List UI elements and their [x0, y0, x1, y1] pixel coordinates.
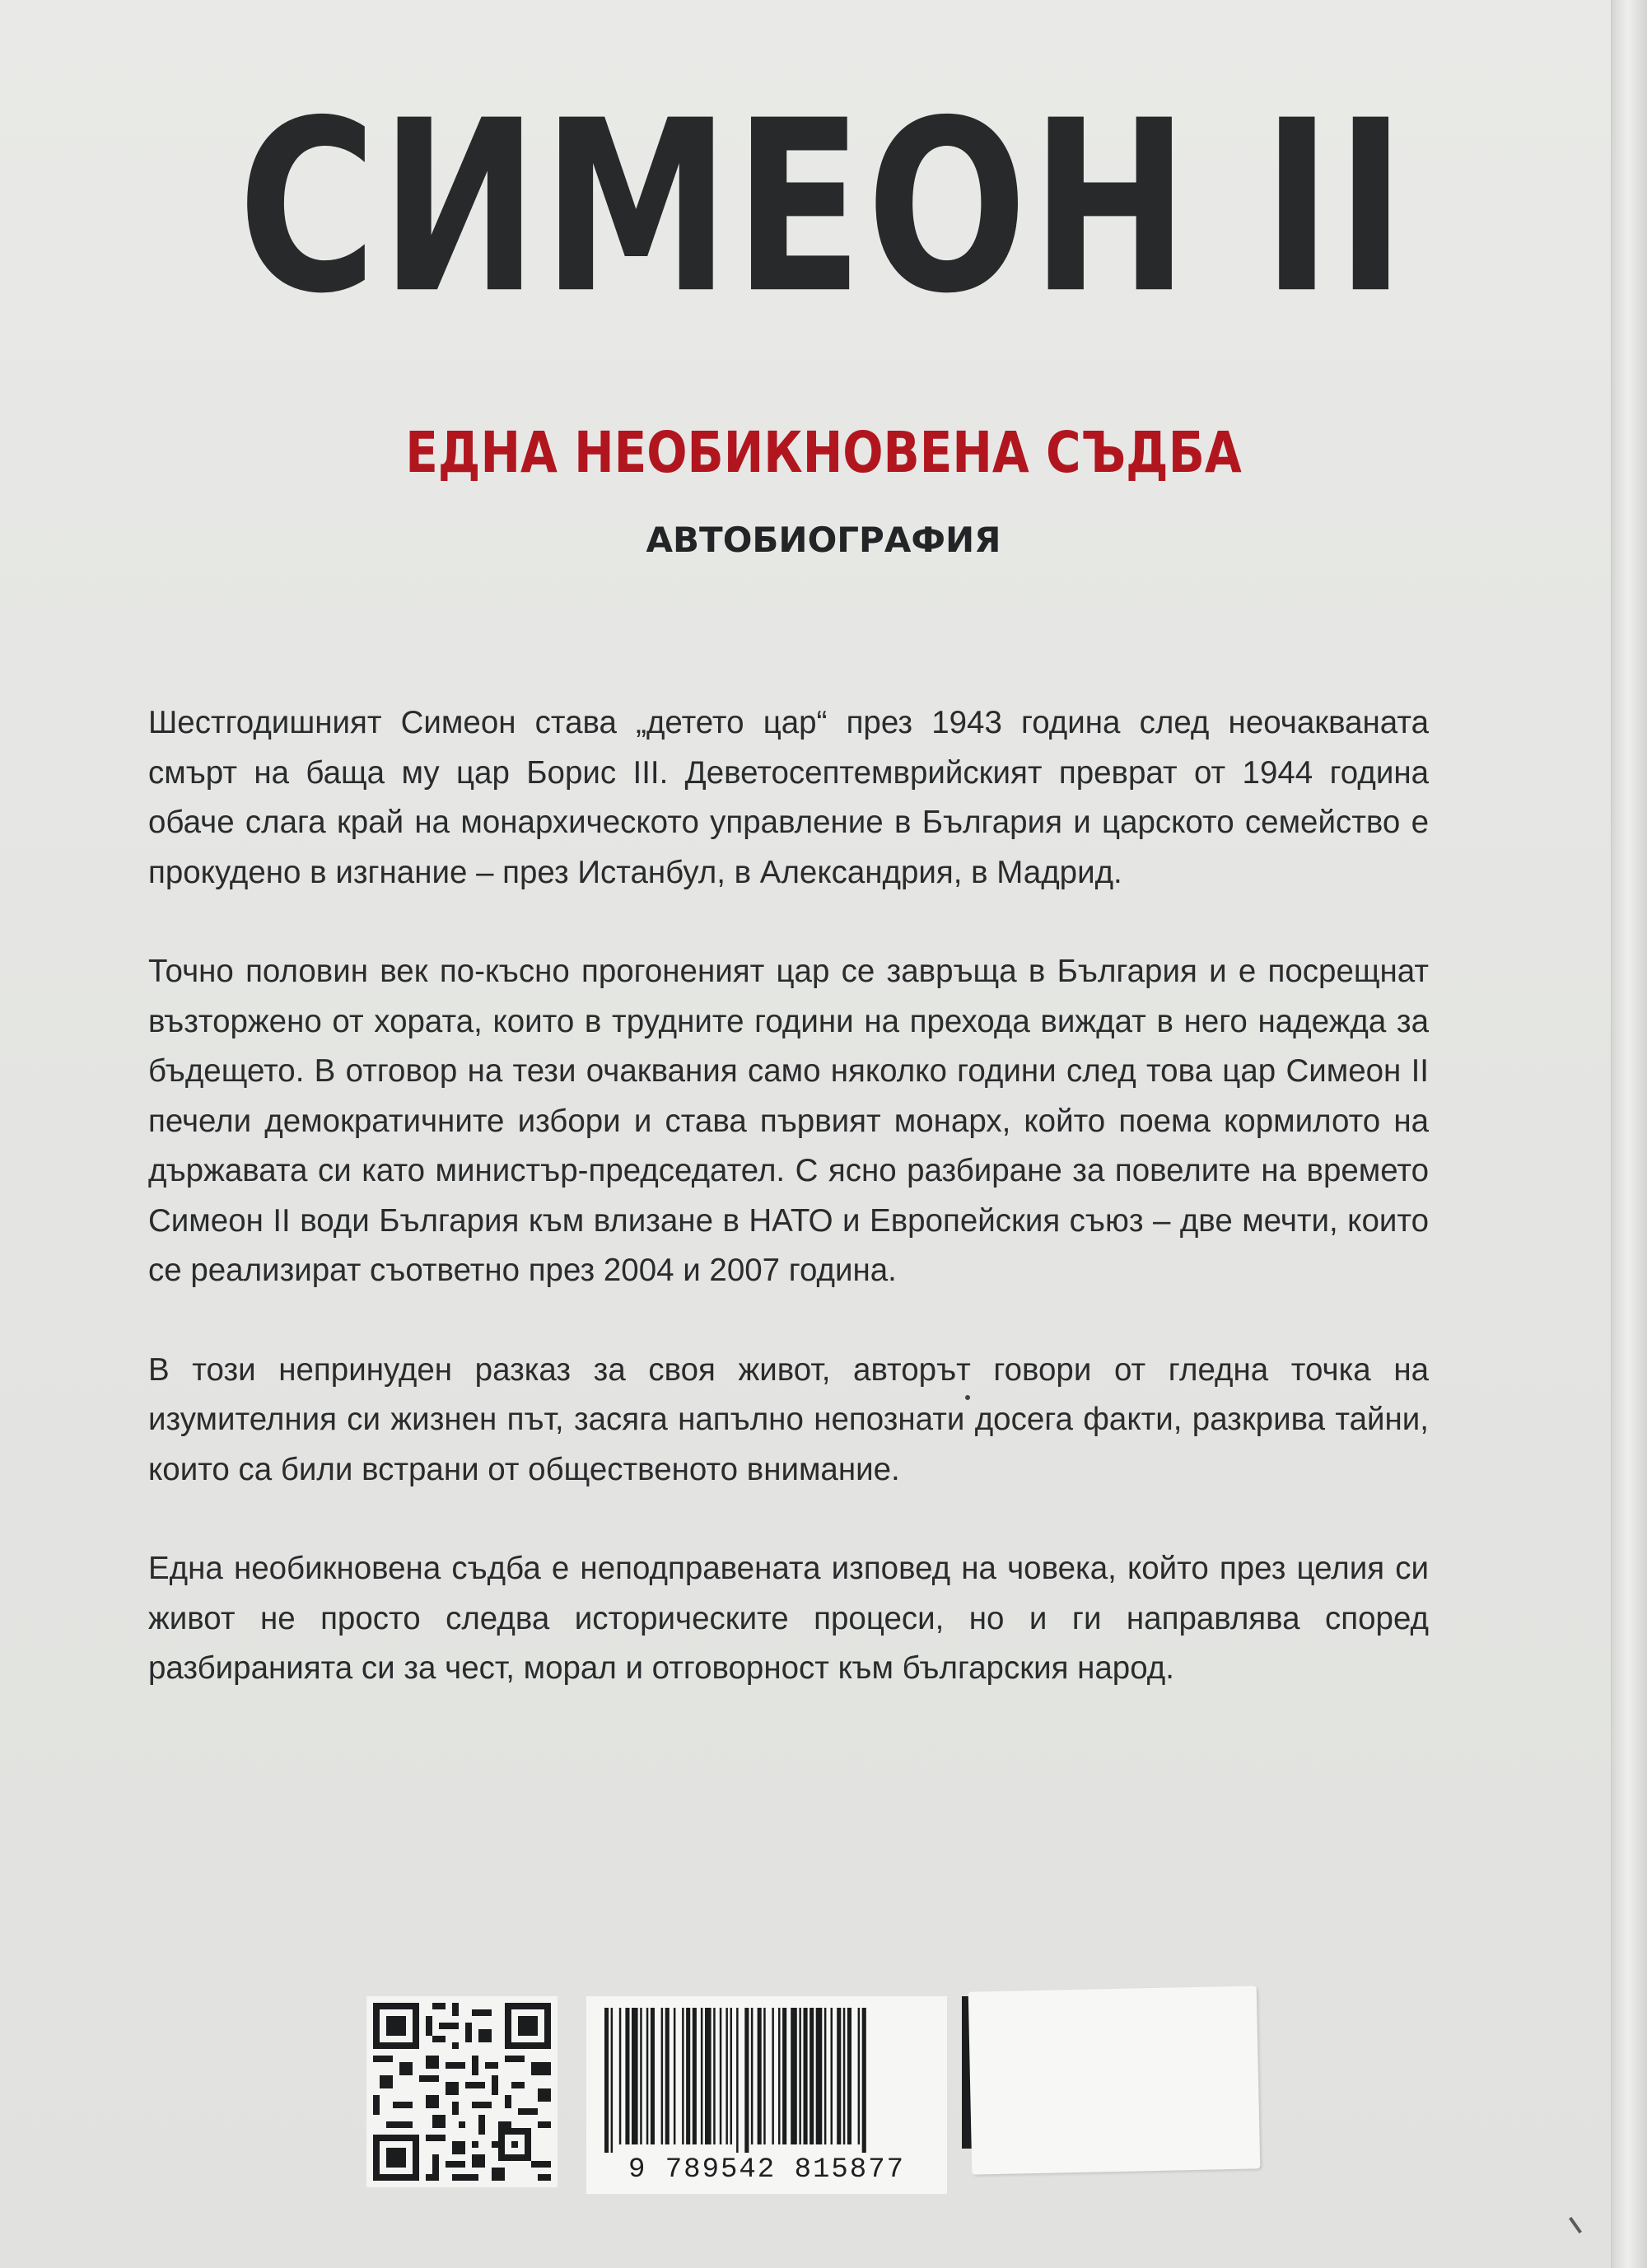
book-genre: АВТОБИОГРАФИЯ: [646, 520, 1001, 560]
isbn-digits: 9 789542 815877: [628, 2154, 906, 2186]
blurb-text: [148, 698, 1429, 1743]
qr-code-icon: [366, 1996, 558, 2187]
blurb-paragraph-3: В този непринуден разказ за своя живот, авторът говори от гледна точка на изумителния си жизнен път, засяга напълно непознати досега факти, разкрива тайни, които са били встрани от общественото внимание.: [148, 1351, 1429, 1487]
cover-edge: [1611, 0, 1647, 2268]
blurb-paragraph-4: Една необикновена съдба е неподправената изповед на човека, който през целия си живот не просто следва историческите процеси, но и ги направлява според разбиранията си за чест, морал и отговорност към българския народ.: [148, 1551, 1429, 1686]
isbn-barcode: [586, 1996, 947, 2194]
book-subtitle: ЕДНА НЕОБИКНОВЕНА СЪДБА: [405, 419, 1242, 486]
blurb-paragraph-2: Точно половин век по-късно прогоненият цар се завръща в България и е посрещнат възторжено от хората, които в трудните години на прехода виждат в него надежда за бъдещето. В отговор на тези очаквания само няколко години след това цар Симеон II печели демократичните избори и става първият монарх, който поема кормилото на държавата си като министър-председател. С ясно разбиране за повелите на времето Симеон II води България към влизане в НАТО и Европейския съюз – две мечти, които се реализират съответно през 2004 и 2007 година.: [148, 954, 1429, 1288]
price-sticker: [968, 1986, 1261, 2174]
blurb-paragraph-1: Шестгодишният Симеон става „детето цар“ през 1943 година след неочакваната смърт на баща му цар Борис III. Деветосептемврийският преврат от 1944 година обаче слага край на монархическото управление в България и царското семейство е прокудено в изгнание – през Истанбул, в Александрия, в Мадрид.: [148, 705, 1429, 890]
scratch-mark: [1569, 2217, 1582, 2233]
speck: [965, 1395, 970, 1400]
book-title: СИМЕОН II: [237, 71, 1410, 346]
barcode-icon: [586, 1996, 947, 2153]
